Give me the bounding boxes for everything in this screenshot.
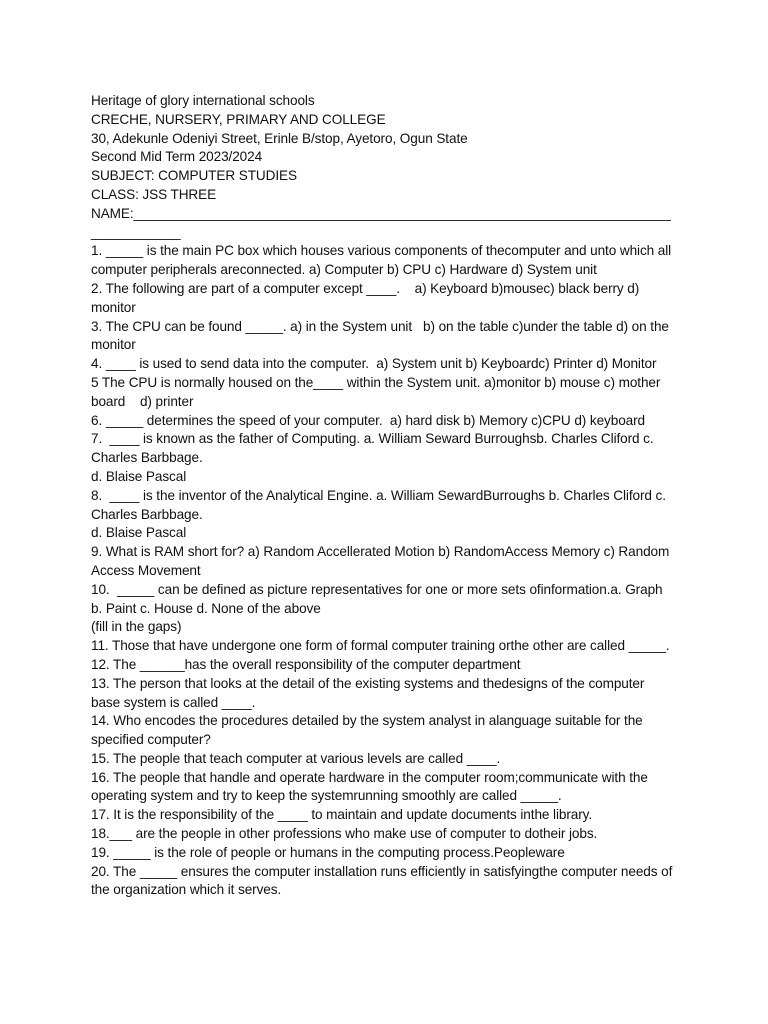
subject-label: SUBJECT: COMPUTER STUDIES <box>91 168 297 184</box>
question-3: 3. The CPU can be found _____. a) in the System unit b) on the table c)under the table d) on the monitor <box>91 318 673 353</box>
fill-gaps-instruction: (fill in the gaps) <box>91 619 182 635</box>
school-address: 30, Adekunle Odeniyi Street, Erinle B/stop, Ayetoro, Ogun State <box>91 130 468 146</box>
question-11: 11. Those that have undergone one form of formal computer training orthe other are called _____. <box>91 638 670 654</box>
question-10: 10. _____ can be defined as picture representatives for one or more sets ofinformation.a. Graph b. Paint c. House d. None of the above <box>91 581 667 616</box>
term-label: Second Mid Term 2023/2024 <box>91 149 263 165</box>
question-8-option-d: d. Blaise Pascal <box>91 525 187 541</box>
question-1: 1. _____ is the main PC box which houses various components of thecomputer and unto which all computer peripherals areconnected. a) Computer b) CPU c) Hardware d) System unit <box>91 243 675 278</box>
exam-content <box>91 92 676 900</box>
question-14: 14. Who encodes the procedures detailed by the system analyst in alanguage suitable for the specified computer? <box>91 713 647 748</box>
question-4: 4. ____ is used to send data into the computer. a) System unit b) Keyboardc) Printer d) Monitor <box>91 356 657 372</box>
question-13: 13. The person that looks at the detail of the existing systems and thedesigns of the computer base system is called ____. <box>91 675 649 710</box>
question-8: 8. ____ is the inventor of the Analytical Engine. a. William SewardBurroughs b. Charles Cliford c. Charles Barbbage. <box>91 487 670 522</box>
name-field-line: NAME:____________________________________________________________________________________ <box>91 205 671 240</box>
question-16: 16. The people that handle and operate hardware in the computer room;communicate with the operating system and try to keep the systemrunning smoothly are called _____. <box>91 769 652 804</box>
question-5: 5 The CPU is normally housed on the____ within the System unit. a)monitor b) mouse c) mother board d) printer <box>91 374 664 409</box>
question-9: 9. What is RAM short for? a) Random Accellerated Motion b) RandomAccess Memory c) Random Access Movement <box>91 544 673 578</box>
class-label: CLASS: JSS THREE <box>91 186 217 202</box>
question-18: 18.___ are the people in other professions who make use of computer to dotheir jobs. <box>91 826 598 842</box>
school-name: Heritage of glory international schools <box>91 93 315 108</box>
question-20: 20. The _____ ensures the computer installation runs efficiently in satisfyingthe computer needs of the organization which it serves. <box>91 863 676 898</box>
question-7: 7. ____ is known as the father of Computing. a. William Seward Burroughsb. Charles Cliford c. Charles Barbbage. <box>91 431 658 466</box>
question-17: 17. It is the responsibility of the ____ to maintain and update documents inthe library. <box>91 807 593 823</box>
school-sections: CRECHE, NURSERY, PRIMARY AND COLLEGE <box>91 111 386 127</box>
question-19: 19. _____ is the role of people or humans in the computing process.Peopleware <box>91 844 565 860</box>
question-15: 15. The people that teach computer at various levels are called ____. <box>91 750 501 766</box>
question-12: 12. The ______has the overall responsibility of the computer department <box>91 656 521 672</box>
question-7-option-d: d. Blaise Pascal <box>91 468 187 484</box>
question-6: 6. _____ determines the speed of your computer. a) hard disk b) Memory c)CPU d) keyboard <box>91 412 645 428</box>
question-2: 2. The following are part of a computer except ____. a) Keyboard b)mousec) black berry d) monitor <box>91 280 643 315</box>
